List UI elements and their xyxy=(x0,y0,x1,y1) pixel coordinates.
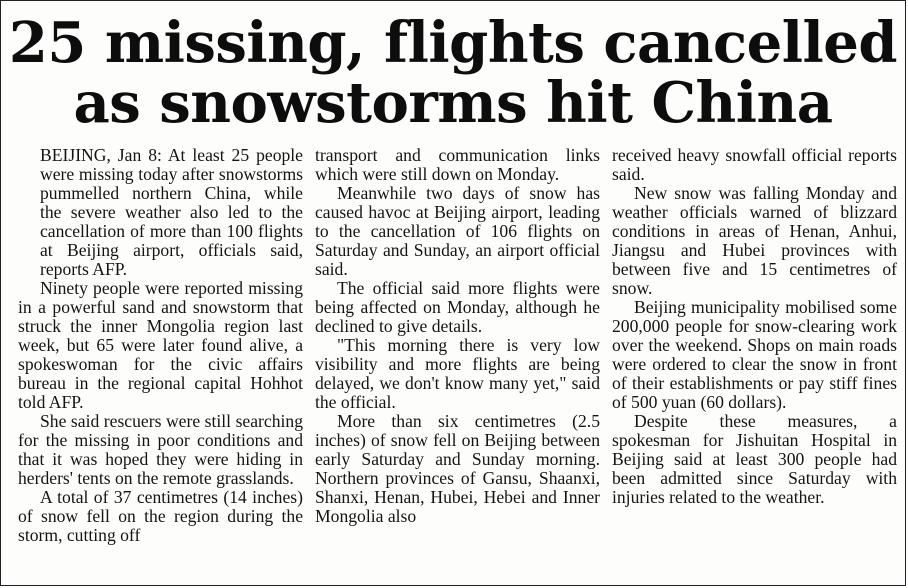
paragraph: More than six centimetres (2.5 inches) of snow fell on Beijing between early Saturday and Sunday morning. Northern provinces of Gansu, Shaanxi, Shanxi, Henan, Hubei, Hebei and Inner Mongolia also xyxy=(315,411,600,526)
headline-line-1: 25 missing, flights cancelled xyxy=(8,10,898,76)
column-3 xyxy=(612,146,897,545)
paragraph: The official said more flights were being affected on Monday, although he declined to give details. xyxy=(315,278,600,336)
article-body xyxy=(18,146,898,545)
paragraph: She said rescuers were still searching for the missing in poor conditions and that it was hoped they were hiding in herders' tents on the remote grasslands. xyxy=(18,411,303,488)
paragraph: Meanwhile two days of snow has caused havoc at Beijing airport, leading to the cancellation of 106 flights on Saturday and Sunday, an airport official said. xyxy=(315,183,600,279)
paragraph: Despite these measures, a spokesman for Jishuitan Hospital in Beijing said at least 300 people had been admitted since Saturday with injuries related to the weather. xyxy=(612,411,897,507)
paragraph: received heavy snowfall official reports said. xyxy=(612,145,897,184)
paragraph: BEIJING, Jan 8: At least 25 people were missing today after snowstorms pummelled northern China, while the severe weather also led to the cancellation of more than 100 flights at Beijing airport, officials said, reports AFP. xyxy=(40,145,303,279)
paragraph: transport and communication links which were still down on Monday. xyxy=(315,145,600,184)
column-1 xyxy=(18,146,303,545)
paragraph: Ninety people were reported missing in a powerful sand and snowstorm that struck the inner Mongolia region last week, but 65 were later found alive, a spokeswoman for the civic affairs bureau in the regional capital Hohhot told AFP. xyxy=(18,278,303,412)
headline xyxy=(1,1,905,136)
paragraph: "This morning there is very low visibility and more flights are being delayed, we don't know many yet," said the official. xyxy=(315,335,600,412)
headline-line-2: as snowstorms hit China xyxy=(73,70,833,136)
paragraph: New snow was falling Monday and weather officials warned of blizzard conditions in areas of Henan, Anhui, Jiangsu and Hubei provinces with between five and 15 centimetres of snow. xyxy=(612,183,897,298)
paragraph: A total of 37 centimetres (14 inches) of snow fell on the region during the storm, cutting off xyxy=(18,487,303,545)
column-2 xyxy=(315,146,600,545)
paragraph: Beijing municipality mobilised some 200,000 people for snow-clearing work over the weekend. Shops on main roads were ordered to clear the snow in front of their establishments or pay stiff fines of 500 yuan (60 dollars). xyxy=(612,297,897,412)
